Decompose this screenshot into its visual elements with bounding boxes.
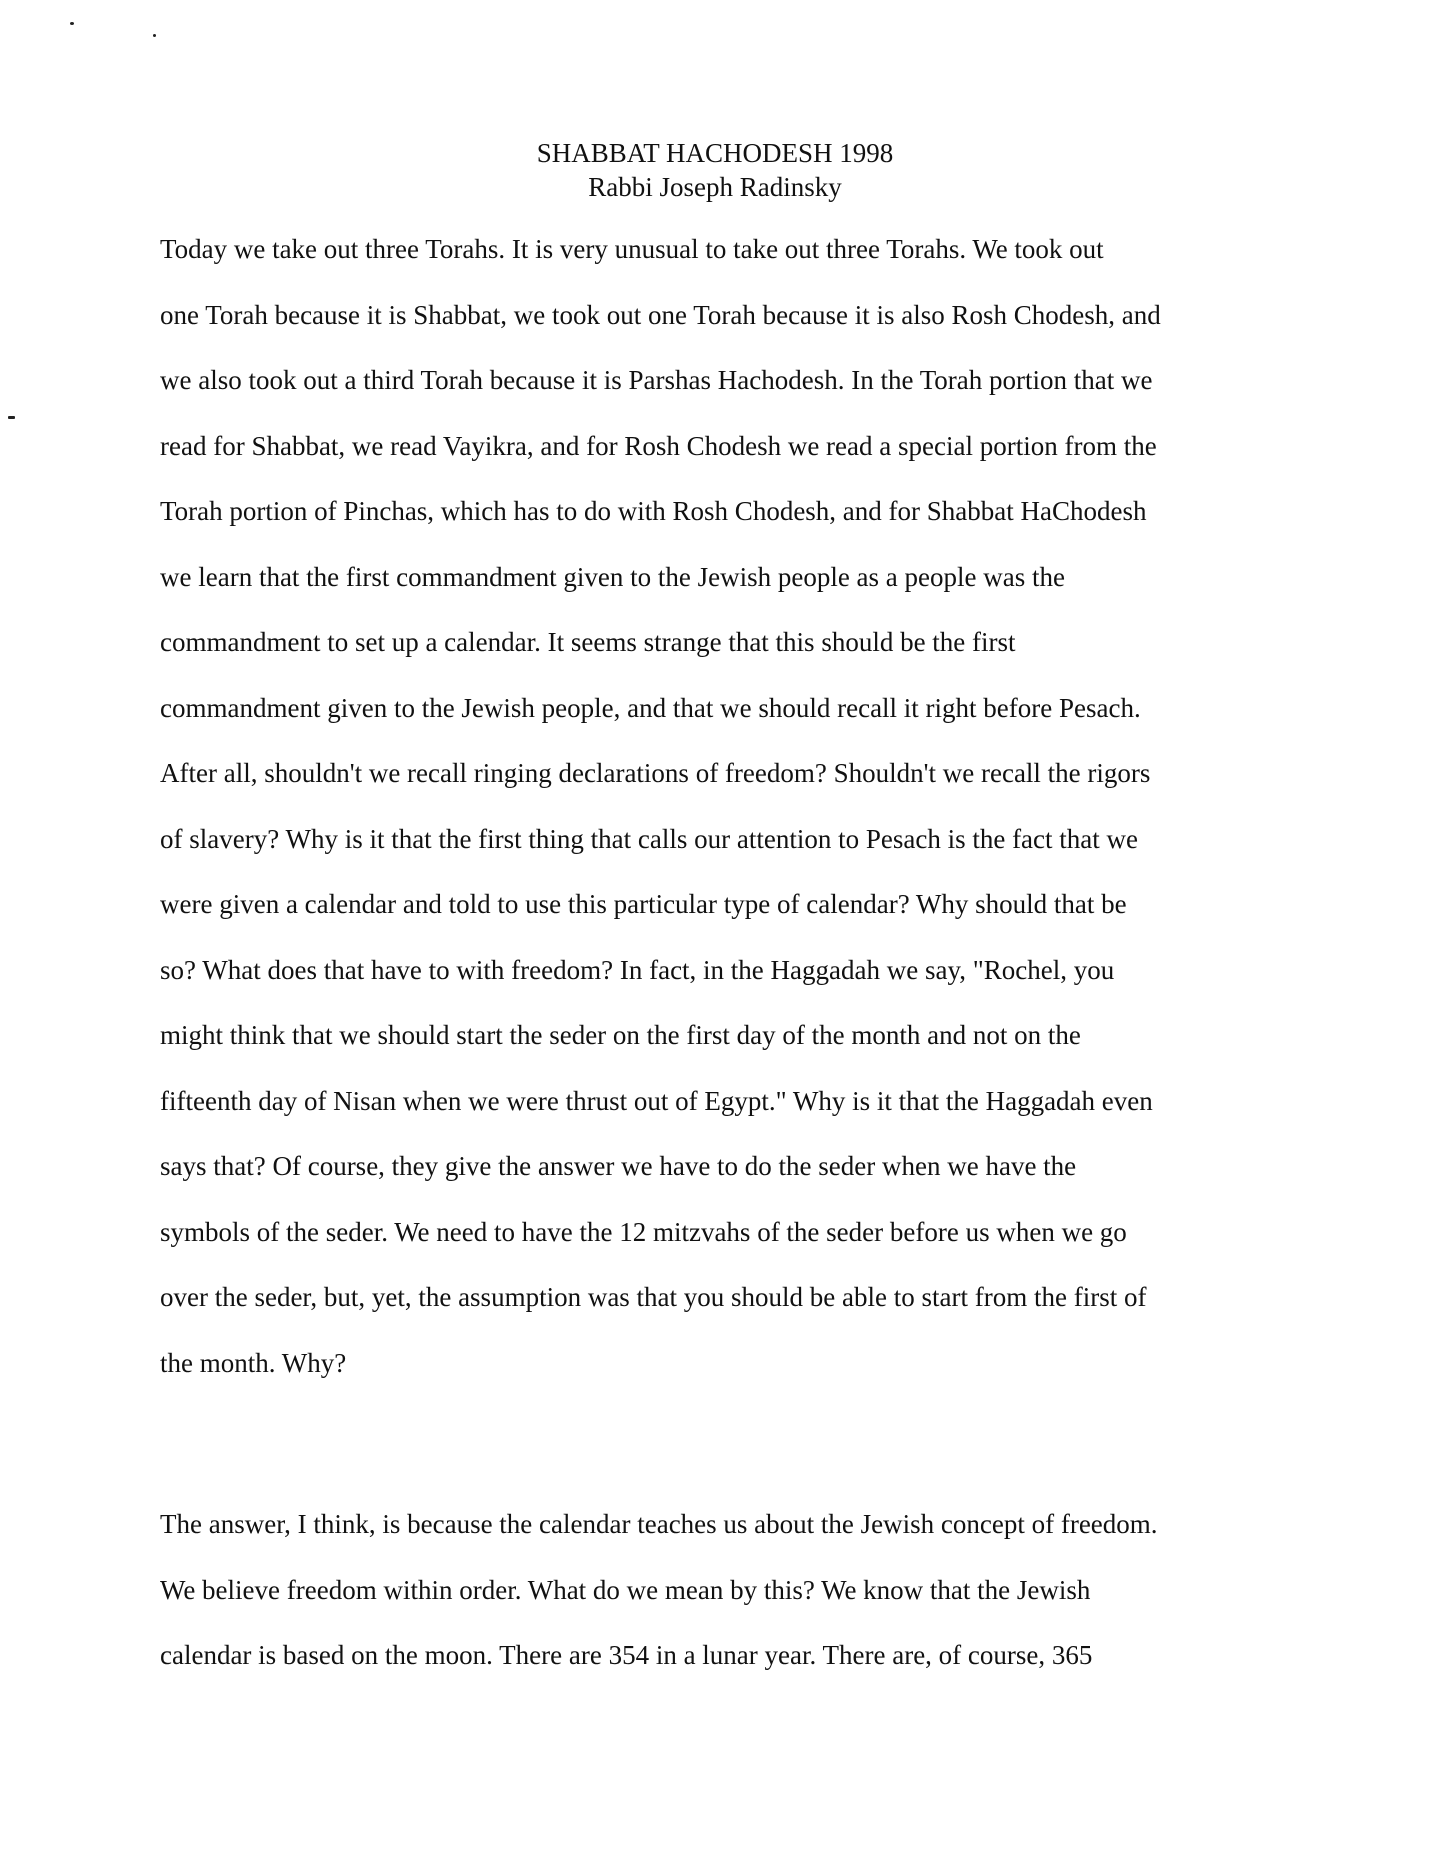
- text-line: we learn that the first commandment given to the Jewish people as a people was the: [160, 561, 1065, 592]
- scan-speck: [70, 22, 74, 25]
- scan-speck: [153, 34, 156, 37]
- text-line: calendar is based on the moon. There are 354 in a lunar year. There are, of course, 365: [160, 1640, 1093, 1670]
- text-line: read for Shabbat, we read Vayikra, and for Rosh Chodesh we read a special portion from the: [160, 430, 1157, 461]
- text-line: After all, shouldn't we recall ringing declarations of freedom? Shouldn't we recall the rigors: [160, 758, 1151, 788]
- text-line: so? What does that have to with freedom? In fact, in the Haggadah we say, "Rochel, you: [160, 954, 1115, 985]
- text-line: commandment given to the Jewish people, and that we should recall it right before Pesach.: [160, 692, 1141, 723]
- text-line: symbols of the seder. We need to have the 12 mitzvahs of the seder before us when we go: [160, 1216, 1127, 1247]
- text-line: over the seder, but, yet, the assumption was that you should be able to start from the first of: [160, 1282, 1147, 1312]
- document-body: [160, 232, 1280, 1704]
- text-line: commandment to set up a calendar. It seems strange that this should be the first: [160, 627, 1016, 657]
- text-line: The answer, I think, is because the calendar teaches us about the Jewish concept of freedom.: [160, 1509, 1158, 1539]
- text-line: says that? Of course, they give the answer we have to do the seder when we have the: [160, 1151, 1077, 1181]
- document-title: SHABBAT HACHODESH 1998: [536, 138, 894, 168]
- document-header: [0, 136, 1430, 204]
- document-author: Rabbi Joseph Radinsky: [588, 172, 842, 202]
- text-line: might think that we should start the seder on the first day of the month and not on the: [160, 1020, 1081, 1050]
- text-line: we also took out a third Torah because it is Parshas Hachodesh. In the Torah portion that we: [160, 365, 1153, 395]
- scan-speck: [8, 416, 15, 419]
- text-line: Torah portion of Pinchas, which has to do with Rosh Chodesh, and for Shabbat HaChodesh: [160, 496, 1147, 526]
- paragraph-1: [160, 232, 1280, 1411]
- text-line: fifteenth day of Nisan when we were thrust out of Egypt." Why is it that the Haggadah even: [160, 1085, 1153, 1116]
- paragraph-gap: [160, 1411, 1280, 1507]
- text-line: the month. Why?: [160, 1347, 347, 1378]
- text-line: were given a calendar and told to use this particular type of calendar? Why should that be: [160, 889, 1127, 919]
- text-line: Today we take out three Torahs. It is very unusual to take out three Torahs. We took out: [160, 234, 1104, 264]
- paragraph-2: [160, 1507, 1280, 1704]
- text-line: one Torah because it is Shabbat, we took out one Torah because it is also Rosh Chodesh, and: [160, 299, 1161, 330]
- text-line: We believe freedom within order. What do we mean by this? We know that the Jewish: [160, 1574, 1091, 1605]
- text-line: of slavery? Why is it that the first thing that calls our attention to Pesach is the fact that we: [160, 823, 1138, 854]
